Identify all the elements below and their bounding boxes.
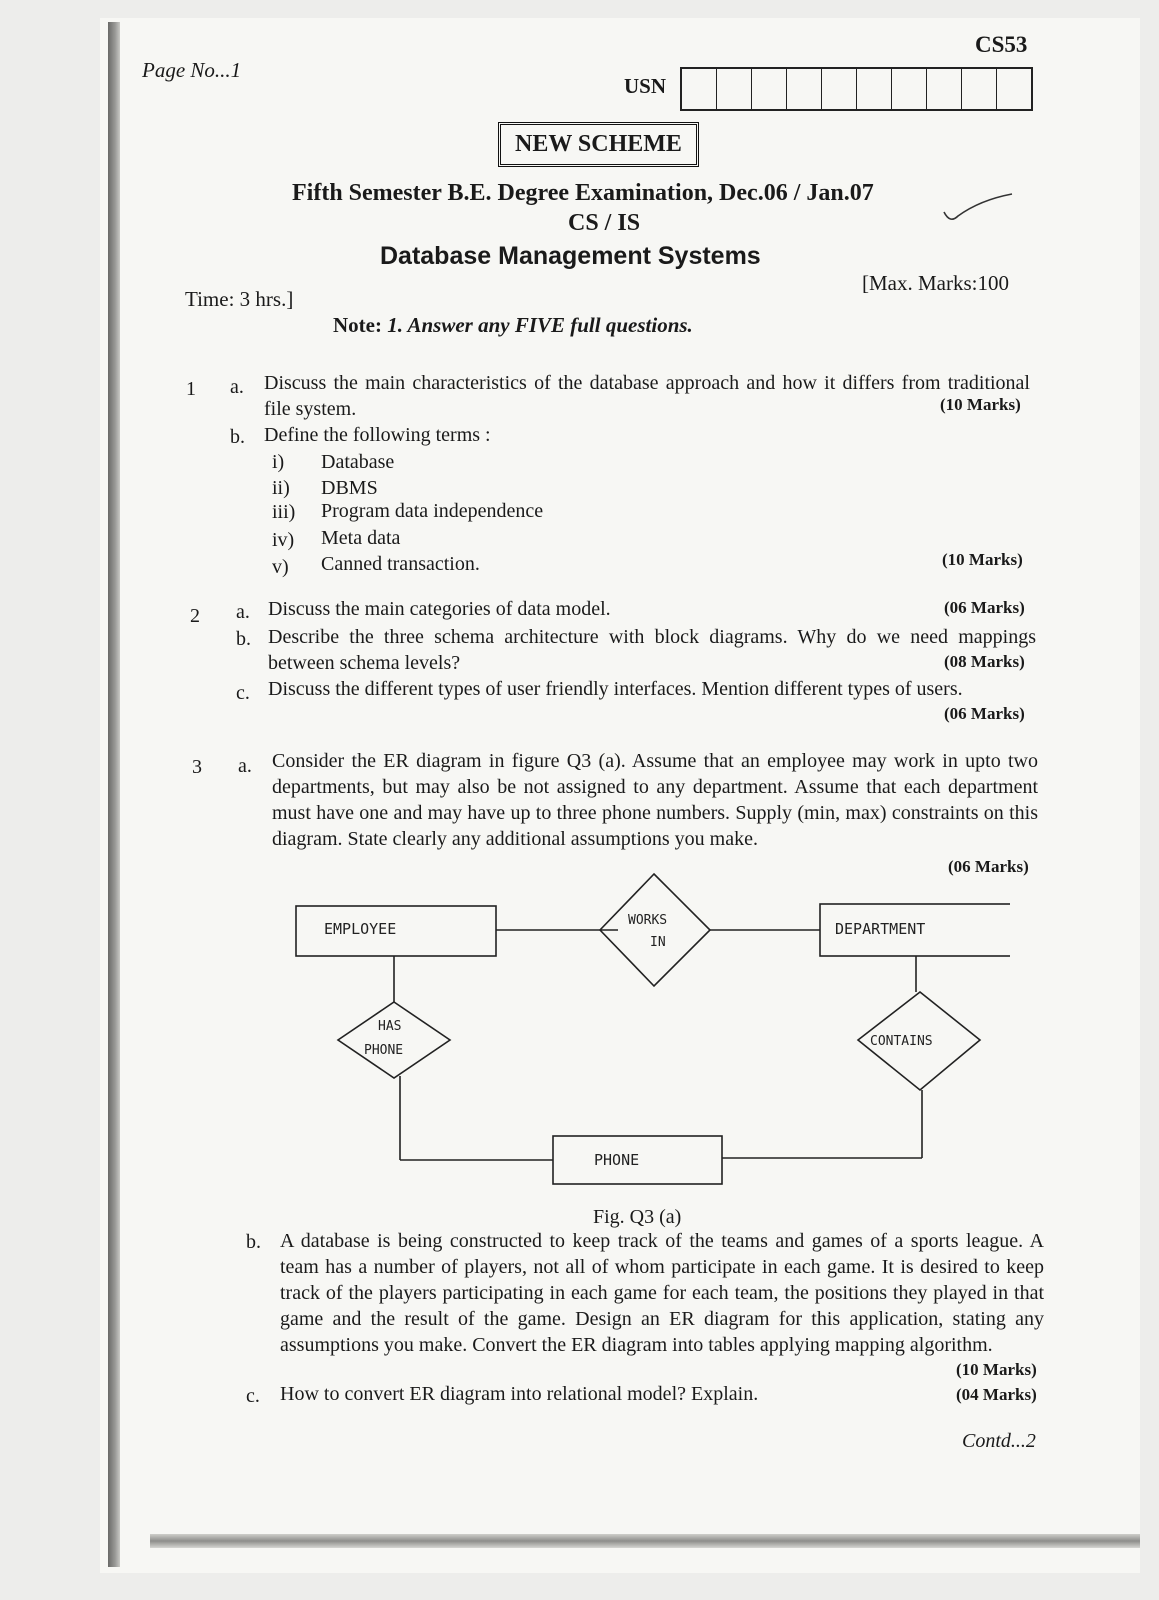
scheme-box: NEW SCHEME xyxy=(498,122,699,167)
has-phone-relationship xyxy=(338,1002,450,1078)
usn-label: USN xyxy=(624,74,667,98)
time-allowed: Time: 3 hrs.] xyxy=(185,287,294,311)
subject-title: Database Management Systems xyxy=(380,242,761,270)
usn-box xyxy=(680,67,1033,111)
q2c-marks: (06 Marks) xyxy=(944,704,1025,723)
question-number-2: 2 xyxy=(190,605,200,627)
has-label: HAS xyxy=(378,1019,402,1034)
q2a-label: a. xyxy=(236,601,250,623)
continued-note: Contd...2 xyxy=(962,1430,1036,1452)
q1a-text: Discuss the main characteristics of the database approach and how it differs from traditional file system. xyxy=(264,372,1030,420)
instruction-note xyxy=(333,313,693,338)
usn-cell xyxy=(682,69,717,109)
q1a-label: a. xyxy=(230,376,244,398)
q1a-marks: (10 Marks) xyxy=(940,395,1021,414)
q1b-item-text: Program data independence xyxy=(321,500,544,522)
max-marks: [Max. Marks:100 xyxy=(862,271,1009,295)
page-number: Page No...1 xyxy=(142,58,242,82)
q2a-text: Discuss the main categories of data model. xyxy=(268,598,611,620)
phone-rel-label: PHONE xyxy=(364,1043,404,1058)
usn-cell xyxy=(787,69,822,109)
q1b-item-text: Database xyxy=(321,451,395,473)
q1b-item-num: iv) xyxy=(272,529,295,551)
q3b-marks: (10 Marks) xyxy=(956,1360,1037,1379)
usn-cell xyxy=(717,69,752,109)
q3a-marks: (06 Marks) xyxy=(948,857,1029,876)
q2b-label: b. xyxy=(236,628,251,650)
q1b-item-text: Canned transaction. xyxy=(321,553,480,575)
branch: CS / IS xyxy=(568,210,641,236)
usn-cell xyxy=(822,69,857,109)
q1b-item-num: i) xyxy=(272,451,285,473)
q2b-text: Describe the three schema architecture with block diagrams. Why do we need mappings between schema levels? xyxy=(268,626,1036,674)
usn-cell xyxy=(752,69,787,109)
question-number-3: 3 xyxy=(192,756,202,778)
department-label: DEPARTMENT xyxy=(835,920,926,938)
exam-title: Fifth Semester B.E. Degree Examination, Dec.06 / Jan.07 xyxy=(292,180,874,206)
q2c-text: Discuss the different types of user friendly interfaces. Mention different types of users. xyxy=(268,678,963,700)
q3c-marks: (04 Marks) xyxy=(956,1385,1037,1404)
usn-cell xyxy=(997,69,1031,109)
usn-cell xyxy=(857,69,892,109)
q3c-text: How to convert ER diagram into relational model? Explain. xyxy=(280,1383,759,1405)
q1b-item-num: v) xyxy=(272,556,289,578)
q3a-label: a. xyxy=(238,755,252,777)
contains-label: CONTAINS xyxy=(870,1034,933,1049)
note-text: 1. Answer any FIVE full questions. xyxy=(387,313,693,337)
subject-code: CS53 xyxy=(975,32,1028,57)
figure-caption: Fig. Q3 (a) xyxy=(593,1206,682,1228)
employee-label: EMPLOYEE xyxy=(324,920,397,938)
usn-cell xyxy=(927,69,962,109)
note-label: Note: xyxy=(333,313,382,337)
q3b-text: A database is being constructed to keep track of the teams and games of a sports league. A team has a number of players, not all of whom participate in each game. It is desired to keep track of the players participating in each game for each team, the positions they played in that game and the result of the game. Design an ER diagram for this application, stating any assumptions you make. Convert the ER diagram into tables applying mapping algorithm. xyxy=(280,1230,1044,1356)
q3b-label: b. xyxy=(246,1231,261,1253)
q1b-item-num: ii) xyxy=(272,477,290,499)
question-number-1: 1 xyxy=(186,378,196,400)
q1b-item-num: iii) xyxy=(272,501,296,523)
works-label: WORKS xyxy=(628,913,668,928)
page-bottom-edge xyxy=(150,1534,1140,1548)
in-label: IN xyxy=(650,935,666,950)
q1b-marks: (10 Marks) xyxy=(942,550,1023,569)
q1b-item-text: DBMS xyxy=(321,477,378,499)
q1b-item-text: Meta data xyxy=(321,527,401,549)
usn-cell xyxy=(892,69,927,109)
q3a-text: Consider the ER diagram in figure Q3 (a). Assume that an employee may work in upto two departments, but may also be not assigned to any department. Assume that each department must have one and may have up to three phone numbers. Supply (min, max) constraints on this diagram. State clearly any additional assumptions you make. xyxy=(272,750,1038,850)
q3c-label: c. xyxy=(246,1385,260,1407)
q2b-marks: (08 Marks) xyxy=(944,652,1025,671)
phone-label: PHONE xyxy=(594,1151,640,1169)
checkmark-icon xyxy=(940,190,1020,230)
usn-cell xyxy=(962,69,997,109)
q1b-text: Define the following terms : xyxy=(264,424,491,446)
binding-shadow xyxy=(108,22,120,1567)
q1b-label: b. xyxy=(230,426,245,448)
q2c-label: c. xyxy=(236,682,250,704)
q2a-marks: (06 Marks) xyxy=(944,598,1025,617)
er-diagram xyxy=(290,868,1010,1188)
